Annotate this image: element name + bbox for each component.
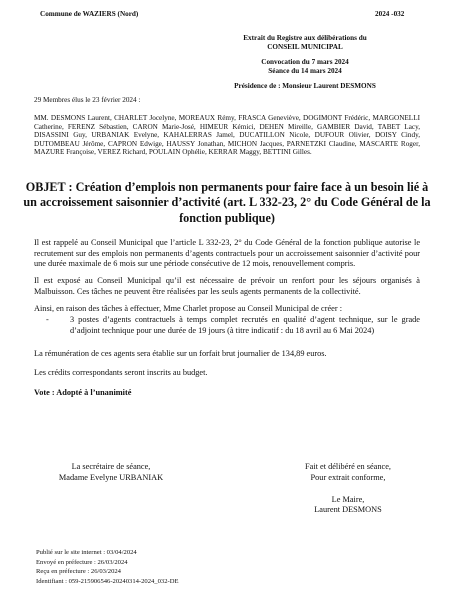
secretary-title: La secrétaire de séance, [71, 462, 151, 471]
paragraph-remuneration: La rémunération de ces agents sera établie sur un forfait brut journalier de 134,89 euros. [34, 348, 327, 358]
presidence: Présidence de : Monsieur Laurent DESMONS [234, 82, 376, 91]
secretary-signature [36, 462, 186, 484]
extract-block [200, 34, 410, 91]
sent-prefecture-date: Envoyé en préfecture : 26/03/2024 [36, 558, 128, 566]
mayor-signature [278, 462, 418, 516]
fait-delibere: Fait et délibéré en séance, [305, 462, 391, 471]
mayor-name: Laurent DESMONS [314, 505, 382, 515]
extrait-conforme: Pour extrait conforme, [310, 472, 386, 482]
bullet-item [34, 315, 420, 336]
received-prefecture-date: Reçu en préfecture : 26/03/2024 [36, 568, 121, 575]
paragraph-credits: Les crédits correspondants seront inscrits au budget. [34, 368, 208, 378]
mayor-title: Le Maire, [331, 494, 365, 504]
act-identifier: Identifiant : 059-215906546-20240314-2024_032-DE [36, 577, 179, 585]
deliberation-body [34, 238, 420, 399]
objet-title: OBJET : Création d’emplois non permanents pour faire face à un besoin lié à un accroissement saisonnier d’activité (art. L 332-23, 2° du Code Général de la fonction publique) [23, 180, 431, 225]
transmission-footer [36, 548, 178, 586]
published-date: Publié sur le site internet : 03/04/2024 [36, 549, 137, 556]
vote-result: Vote : Adopté à l’unanimité [34, 388, 132, 398]
deliberation-reference: 2024 -032 [375, 10, 405, 18]
members-list: MM. DESMONS Laurent, CHARLET Jocelyne, MOREAUX Rémy, FRASCA Geneviève, DOGIMONT Frédéric, MARGONELLI Catherine, FERENZ Sébastien, CARON Marie-José, HIMEUR Kémici, DEHEN Mireille, GAMBIER David, TABET Lacy, DISASSINI Guy, URBANIAK Evelyne, KAHALERRAS Jamel, DUCATILLON Nicole, DUFOUR Olivier, DOISY Cindy, DUTOMBEAU Jérôme, CAPRON Edwige, HAUSSY Jonathan, MICHON Jacques, PARNETZKI Claudine, MASCARTE Roger, MAZURE Françoise, VEREZ Richard, POULAIN Ophélie, KERRAR Maggy, BETTINI Gilles. [34, 114, 420, 157]
bullet-mark: - [46, 315, 49, 325]
members-intro: 29 Membres élus le 23 février 2024 : [34, 96, 141, 104]
extract-line2: CONSEIL MUNICIPAL [267, 42, 343, 51]
convocation-date: Convocation du 7 mars 2024 [261, 58, 349, 67]
paragraph-legal-basis: Il est rappelé au Conseil Municipal que l’article L 332-23, 2° du Code Général de la fonction publique autorise le recrutement sur des emplois non permanents d’agents contractuels pour un accroissement saisonnier d’activité pour une durée maximale de 6 mois sur une période consécutive de 12 mois, renouvellement compris. [34, 238, 420, 269]
seance-date: Séance du 14 mars 2024 [268, 66, 342, 75]
bullet-text: 3 postes d’agents contractuels à temps complet recrutés en qualité d’agent technique, sur le grade d’adjoint technique pour une durée de 19 jours (à titre indicatif : du 18 avril au 6 Mai 2024) [70, 315, 420, 335]
secretary-name: Madame Evelyne URBANIAK [58, 472, 164, 482]
extract-line1: Extrait du Registre aux délibérations du [243, 34, 367, 42]
paragraph-proposal: Ainsi, en raison des tâches à effectuer, Mme Charlet propose au Conseil Municipal de créer : [34, 303, 343, 313]
paragraph-need: Il est exposé au Conseil Municipal qu’il est nécessaire de prévoir un renfort pour les séjours organisés à Malbuisson. Ces tâches ne peuvent être réalisées par les seuls agents permanents de la collectivité. [34, 276, 420, 296]
commune-header: Commune de WAZIERS (Nord) [40, 10, 139, 18]
